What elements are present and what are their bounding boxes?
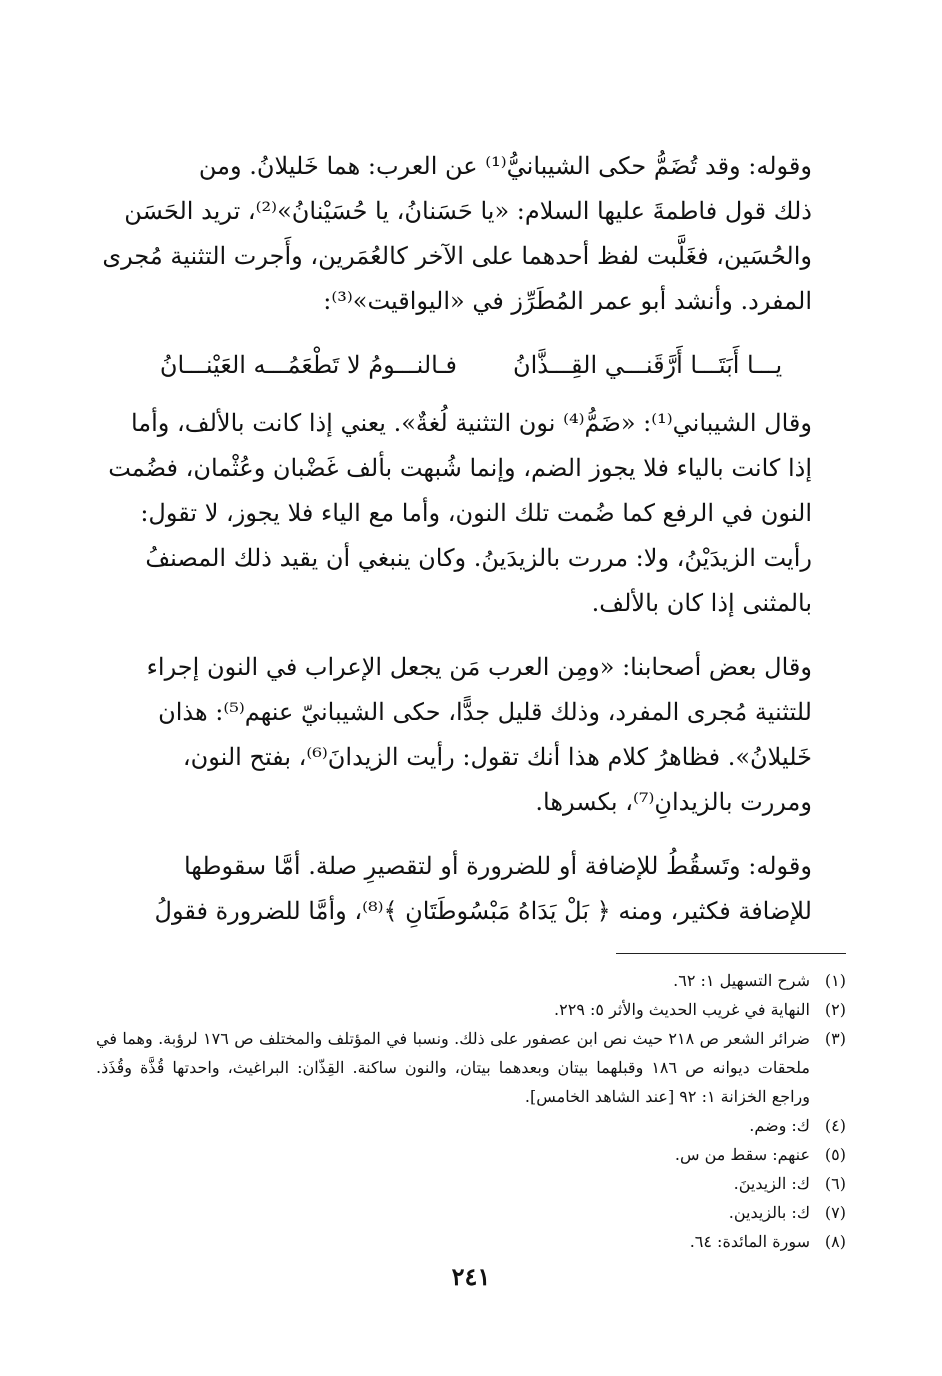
text-line: رأيت الزيدَيْنُ، ولا: مررت بالزيدَينُ. وكان ينبغي أن يقيد ذلك المصنفُ	[145, 544, 812, 572]
footnote-number: (١)	[824, 971, 846, 990]
footnote-item	[96, 1111, 846, 1140]
footnote-number: (٣)	[824, 1029, 846, 1048]
page-number: ٢٤١	[451, 1262, 491, 1291]
footnote-text: شرح التسهيل ١: ٦٢.	[673, 971, 810, 990]
footnote-item	[96, 1140, 846, 1169]
verse-second-hemistich: فـالنـــومُ لا تَطْعَمُـــه العَيْنـــانُ	[159, 351, 457, 379]
text-line: وقال بعض أصحابنا: «ومِن العرب مَن يجعل الإعراب في النون إجراء	[146, 653, 812, 681]
text-line: المفرد. وأنشد أبو عمر المُطَرِّز في «اليواقيت»⁽³⁾:	[323, 287, 812, 315]
footnote-number: (٦)	[824, 1174, 846, 1193]
text-line: للتثنية مُجرى المفرد، وذلك قليل جدًّا، حكى الشيبانيّ عنهم⁽⁵⁾: هذان	[158, 698, 812, 726]
text-line: ذلك قول فاطمةَ عليها السلام: «يا حَسَنانُ، يا حُسَيْنانُ»⁽²⁾، تريد الحَسَن	[124, 197, 812, 225]
footnote-item	[96, 966, 846, 995]
footnotes	[96, 966, 846, 1256]
text-line: وقوله: وقد تُضَمُّ حكى الشيبانيُّ⁽¹⁾ عن العرب: هما خَليلانُ. ومن	[198, 152, 812, 180]
footnote-text: النهاية في غريب الحديث والأثر ٥: ٢٢٩.	[554, 1000, 810, 1019]
footnote-number: (٧)	[824, 1203, 846, 1222]
footnote-number: (٤)	[824, 1116, 846, 1135]
footnote-text: ك: وضم.	[749, 1116, 810, 1135]
footnote-text: ضرائر الشعر ص ٢١٨ حيث نص ابن عصفور على ذلك. ونسبا في المؤتلف والمختلف ص ١٧٦ لرؤبة. وهما في ملحقات ديوانه ص ١٨٦ وقبلهما بيتان وبعدهما بيتان، والنون ساكنة. القِذّان: البراغيث، واحدتها قُذَّة وقُذَذ. وراجع الخزانة ١: ٩٢ [عند الشاهد الخامس].	[96, 1029, 811, 1106]
text-line: إذا كانت بالياء فلا يجوز الضم، وإنما شُبهت بألف غَضْبان وعُثْمان، فضُمت	[108, 454, 812, 482]
text-line: بالمثنى إذا كان بالألف.	[591, 589, 812, 617]
footnote-item	[96, 1024, 846, 1111]
footnote-number: (٨)	[824, 1232, 846, 1251]
footnote-number: (٥)	[824, 1145, 846, 1164]
footnote-divider	[616, 953, 846, 954]
text-line: وقوله: وتَسقُطُ للإضافة أو للضرورة أو لتقصيرِ صلة. أمَّا سقوطها	[183, 852, 812, 880]
paragraph-4	[96, 844, 846, 934]
footnote-text: ك: بالزيدين.	[728, 1203, 810, 1222]
paragraph-2	[96, 401, 846, 626]
paragraph-3	[96, 645, 846, 825]
text-line: والحُسَين، فغَلَّبت لفظ أحدهما على الآخر كالعُمَرين، وأَجرت التثنية مُجرى	[102, 242, 812, 270]
footnote-text: عنهم: سقط من س.	[674, 1145, 810, 1164]
text-line: خَليلانُ». فظاهرُ كلام هذا أنك تقول: رأيت الزيدانَ⁽⁶⁾، بفتح النون،	[182, 743, 812, 771]
footnote-item	[96, 995, 846, 1024]
footnote-item	[96, 1169, 846, 1198]
poetry-verse	[96, 343, 846, 387]
text-line: النون في الرفع كما ضُمت تلك النون، وأما مع الياء فلا يجوز، لا تقول:	[140, 499, 812, 527]
text-line: وقال الشيباني⁽¹⁾: «ضَمُّ⁽⁴⁾ نون التثنية لُغةٌ». يعني إذا كانت بالألف، وأما	[130, 409, 812, 437]
verse-first-hemistich: يـــا أَبَتَـــا أَرَّقَنـــي القِـــذَّانُ	[513, 351, 783, 379]
footnote-item	[96, 1198, 846, 1227]
footnote-text: سورة المائدة: ٦٤.	[689, 1232, 810, 1251]
footnote-item	[96, 1227, 846, 1256]
text-line: للإضافة فكثير، ومنه ﴿ بَلْ يَدَاهُ مَبْسُوطَتَانِ ﴾⁽⁸⁾، وأمَّا للضرورة فقولُ	[154, 897, 812, 925]
paragraph-1	[96, 144, 846, 324]
footnote-number: (٢)	[824, 1000, 846, 1019]
text-line: ومررت بالزيدانِ⁽⁷⁾، بكسرها.	[535, 788, 812, 816]
footnote-text: ك: الزيدينَ.	[733, 1174, 810, 1193]
